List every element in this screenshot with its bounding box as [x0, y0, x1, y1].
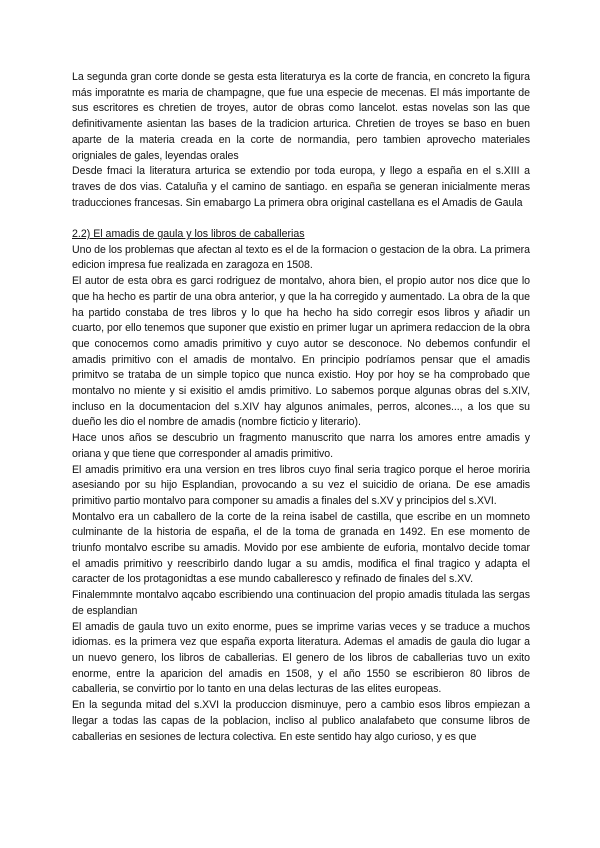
paragraph: Finalemmnte montalvo aqcabo escribiendo una continuacion del propio amadis titulada las sergas de esplandian	[72, 589, 530, 617]
paragraph: El amadis primitivo era una version en tres libros cuyo final seria tragico porque el heroe moriria asesiando por su hijo Esplandian, provocando a su vez el suicidio de oriana. De ese amadis primitivo partio montalvo para componer su amadis a finales del s.XV y principios del s.XVI.	[72, 463, 530, 507]
paragraph: El amadis de gaula tuvo un exito enorme, pues se imprime varias veces y se traduce a muchos idiomas. es la primera vez que españa exporta literatura. Ademas el amadis de gaula dio lugar a un nuevo genero, los libros de caballerias. El genero de los libros de caballerias tuvo un exito enorme, entre la aparicion del amadis en 1508, y el año 1550 se escribieron 80 libros de caballeria, se convirtio por lo tanto en una delas lecturas de las elites europeas.	[72, 620, 530, 696]
paragraph: En la segunda mitad del s.XVI la produccion disminuye, pero a cambio esos libros empiezan a llegar a todas las capas de la poblacion, incliso al publico analafabeto que consume libros de caballerias en sesiones de lectura colectiva. En este sentido hay algo curioso, y es que	[72, 699, 530, 743]
paragraph: Montalvo era un caballero de la corte de la reina isabel de castilla, que escribe en un momneto culminante de la historia de españa, el de la toma de granada en 1492. En ese momento de triunfo montalvo escribe su amadis. Movido por ese ambiente de euforia, montalvo decide tomar el amadis primitivo y reescribirlo dando lugar a su amdis, modifica el final tragico y adapta el caracter de los protagonidtas a ese mundo caballeresco y refinado de finales del s.XV.	[72, 510, 530, 586]
paragraph: El autor de esta obra es garci rodriguez de montalvo, ahora bien, el propio autor nos dice que lo que ha hecho es partir de una obra anterior, y que la ha corregido y aumentado. La obra de la que ha partido constaba de tres libros y lo que ha hecho ha sido corregir esos libros y añadir un cuarto, por ello tenemos que suponer que existio en primer lugar un aprimera redaccion de la obra que conocemos como amadis primitivo y cuyo autor se desconoce. No debemos confundir el amadis primitivo con el amadis de montalvo. En principio podríamos pensar que el amadis primitvo se trataba de un simple topico que nunca existio. Hoy por hoy se ha comprobado que montalvo no miente y si exisitio el amdis primitivo. Lo sabemos porque algunas obras del s.XIV, incluso en la documentacion del s.XIV hay algunos animales, perros, alcones..., a los que su dueño les dio el nombre de amadis (nombre ficticio y literario).	[72, 275, 530, 429]
paragraph-spacer	[72, 211, 530, 227]
paragraph: Desde fmaci la literatura arturica se extendio por toda europa, y llego a españa en el s.XIII a traves de dos vias. Cataluña y el camino de santiago. en españa se generan inicialmente meras traducciones francesas. Sin emabargo La primera obra original castellana es el Amadis de Gaula	[72, 165, 530, 209]
paragraph: Uno de los problemas que afectan al texto es el de la formacion o gestacion de la obra. La primera edicion impresa fue realizada en zaragoza en 1508.	[72, 243, 530, 272]
section-heading: 2.2) El amadis de gaula y los libros de caballerias	[72, 228, 305, 241]
paragraph: La segunda gran corte donde se gesta esta literaturya es la corte de francia, en concreto la figura más imporatnte es maria de champagne, que fue una especie de mecenas. El más importante de sus escritores es chretien de troyes, autor de obras como lancelot. estas novelas son las que definitivamente asientan las bases de la tradicion arturica. Chretien de troyes se baso en buen aparte de la materia creada en la corte de normandia, pero tambien aprovecho materiales origniales de gales, leyendas orales	[72, 71, 530, 162]
paragraph: Hace unos años se descubrio un fragmento manuscrito que narra los amores entre amadis y oriana y que tiene que corresponder al amadis primitivo.	[72, 432, 530, 460]
